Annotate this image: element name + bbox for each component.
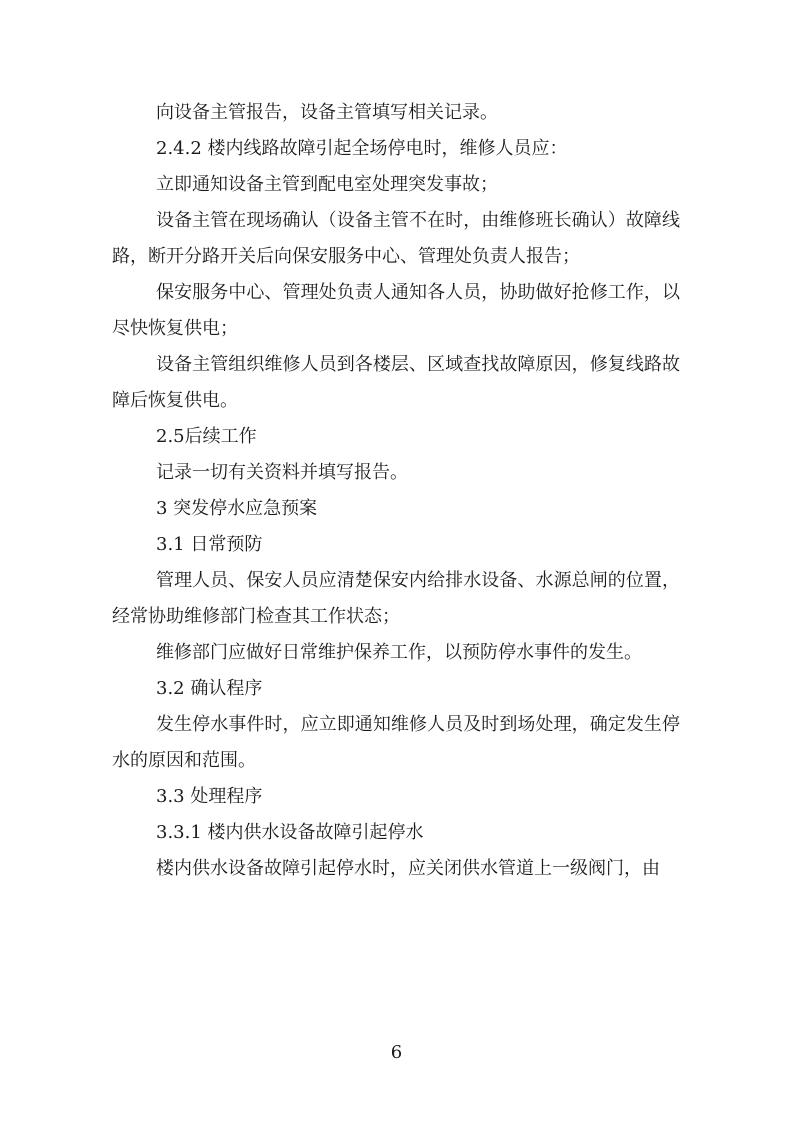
paragraph: 立即通知设备主管到配电室处理突发事故； [156,174,498,195]
section-heading: 3 突发停水应急预案 [156,498,318,519]
paragraph: 保安服务中心、管理处负责人通知各人员，协助做好抢修工作，以尽快恢复供电； [112,282,680,339]
paragraph: 向设备主管报告，设备主管填写相关记录。 [156,102,498,123]
section-heading: 3.3 处理程序 [156,786,263,807]
paragraph: 记录一切有关资料并填写报告。 [156,462,408,483]
section-heading: 3.3.1 楼内供水设备故障引起停水 [156,822,424,843]
page-number: 6 [390,1042,403,1063]
paragraph: 楼内供水设备故障引起停水时，应关闭供水管道上一级阀门，由 [156,858,660,879]
paragraph: 设备主管组织维修人员到各楼层、区域查找故障原因，修复线路故障后恢复供电。 [112,354,680,411]
paragraph: 设备主管在现场确认（设备主管不在时，由维修班长确认）故障线路，断开分路开关后向保安服务中心、管理处负责人报告； [112,210,680,267]
document-body [112,95,680,887]
section-heading: 2.4.2 楼内线路故障引起全场停电时，维修人员应： [156,138,568,159]
paragraph: 管理人员、保安人员应清楚保安内给排水设备、水源总闸的位置，经常协助维修部门检查其工作状态； [112,570,680,627]
section-heading: 3.2 确认程序 [156,678,263,699]
section-heading: 2.5后续工作 [156,426,257,447]
section-heading: 3.1 日常预防 [156,534,263,555]
paragraph: 维修部门应做好日常维护保养工作，以预防停水事件的发生。 [156,642,642,663]
paragraph: 发生停水事件时，应立即通知维修人员及时到场处理，确定发生停水的原因和范围。 [112,714,680,771]
